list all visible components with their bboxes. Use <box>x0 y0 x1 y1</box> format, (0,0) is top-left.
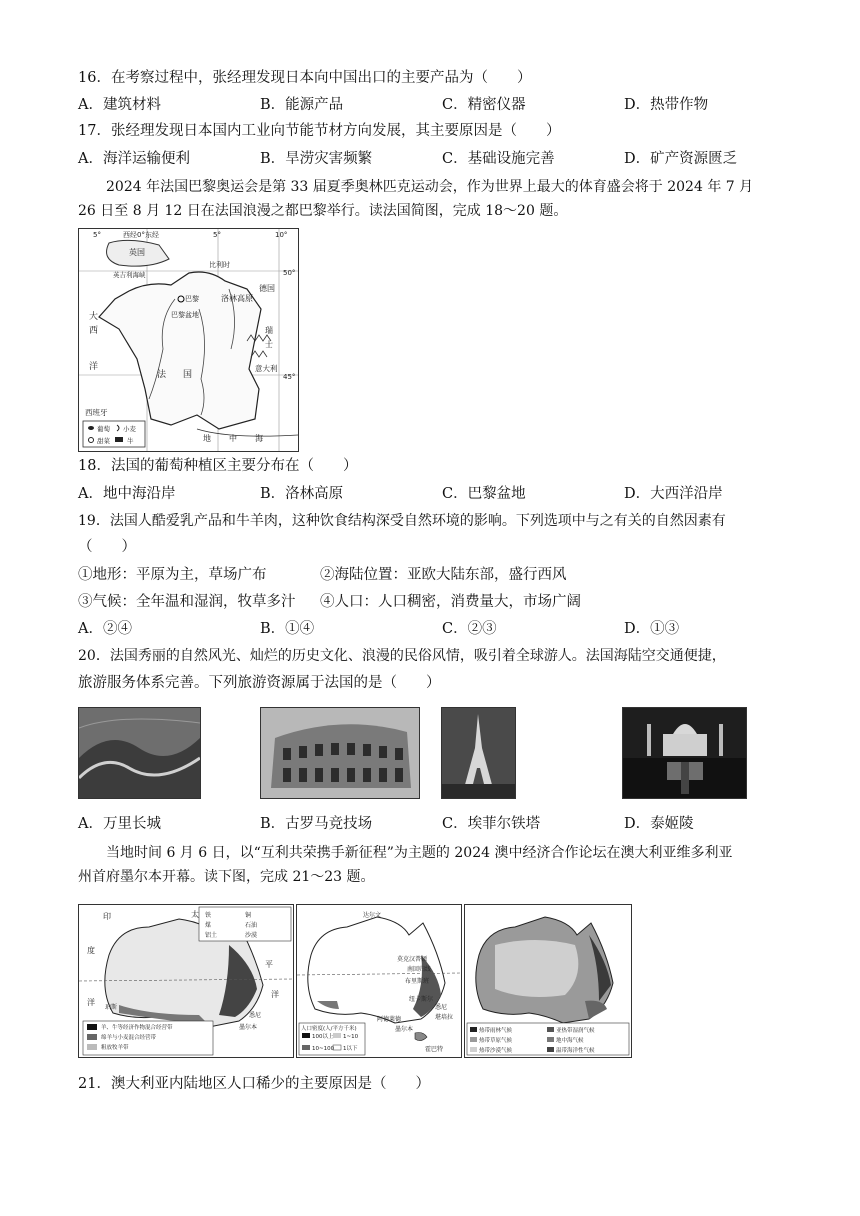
q19-option-c: C．②③ <box>442 621 497 637</box>
res-label-indian-3: 洋 <box>87 998 95 1007</box>
clim-legend-6: 温带海洋性气候 <box>556 1048 595 1054</box>
label-spain: 西班牙 <box>85 408 108 417</box>
legend-grape: 葡萄 <box>97 425 110 433</box>
label-swiss-1: 瑞 <box>265 326 273 335</box>
label-germany: 德国 <box>259 284 275 293</box>
label-med-1: 地 <box>203 434 211 443</box>
pop-label-canberra: 堪培拉 <box>435 1014 454 1021</box>
res-legend-copper: 铜 <box>245 912 252 919</box>
q17-stem: 17．张经理发现日本国内工业向节能节材方向发展，其主要原因是（ ） <box>78 123 561 139</box>
legend-cattle: 牛 <box>127 437 134 445</box>
clim-legend-3: 热带草原气候 <box>479 1038 513 1044</box>
res-label-melbourne: 墨尔本 <box>239 1024 258 1031</box>
q16-option-d: D．热带作物 <box>624 97 709 113</box>
label-atlantic-1: 大 <box>89 312 99 322</box>
pop-legend-2: 1~10 <box>343 1034 359 1040</box>
legend-beet: 甜菜 <box>97 437 110 445</box>
q16-stem: 16．在考察过程中，张经理发现日本向中国出口的主要产品为（ ） <box>78 70 532 86</box>
res-legend-coal: 煤 <box>205 922 212 929</box>
q19-stem-line1: 19．法国人酷爱乳产品和牛羊肉，这种饮食结构深受自然环境的影响。下列选项中与之有关的自然因素有 <box>78 513 726 529</box>
pop-label-brisbane: 布里斯班 <box>405 978 430 985</box>
label-belgium: 比利时 <box>209 261 230 269</box>
france-intro-line1: 2024 年法国巴黎奥运会是第 33 届夏季奥林匹克运动会，作为世界上最大的体育盛会将于 2024 年 7 月 <box>106 179 754 195</box>
q20-stem-line2: 旅游服务体系完善。下列旅游资源属于法国的是（ ） <box>78 675 441 691</box>
q20-option-a: A．万里长城 <box>78 816 161 832</box>
pop-label-sydney: 悉尼 <box>435 1004 448 1011</box>
australia-map-population <box>296 904 462 1058</box>
france-intro <box>78 175 778 223</box>
map-lon-label-1: 5° <box>93 231 101 239</box>
legend-wheat: 小麦 <box>123 425 136 433</box>
australia-intro-line1: 当地时间 6 月 6 日，以“互利共荣携手新征程”为主题的 2024 澳中经济合作论坛在澳大利亚维多利亚 <box>106 845 733 861</box>
q20-option-d: D．泰姬陵 <box>624 816 694 832</box>
pop-legend-3: 10~100 <box>312 1046 335 1052</box>
q19-statement-4: ④人口：人口稠密，消费量大，市场广阔 <box>320 594 581 610</box>
photo-taj-mahal <box>622 707 747 799</box>
q18-stem: 18．法国的葡萄种植区主要分布在（ ） <box>78 458 358 474</box>
q20-option-c: C．埃菲尔铁塔 <box>442 816 541 832</box>
res-belt-1: 羊、牛等经济作物混合经营带 <box>101 1025 173 1031</box>
label-channel: 英吉利海峡 <box>113 271 146 279</box>
label-atlantic-3: 洋 <box>89 362 99 372</box>
map-lon-label-3: 5° <box>213 231 221 239</box>
pop-label-tropic: 南回归线 <box>407 966 432 973</box>
pop-label-adelaide: 阿德莱德 <box>377 1016 402 1023</box>
q20-option-b: B．古罗马竞技场 <box>260 816 373 832</box>
map-lat-label-2: 45° <box>283 373 296 381</box>
res-legend-desert: 沙漠 <box>245 932 258 939</box>
res-label-sydney: 悉尼 <box>249 1012 262 1019</box>
res-label-indian-1: 印 <box>103 912 111 921</box>
photo-eiffel-tower <box>441 707 516 799</box>
res-legend-bauxite: 铝土 <box>205 932 218 939</box>
map-lon-label-4: 10° <box>275 231 288 239</box>
q17-option-c: C．基础设施完善 <box>442 151 555 167</box>
q19-option-a: A．②④ <box>78 621 132 637</box>
q18-option-c: C．巴黎盆地 <box>442 486 526 502</box>
australia-map-climate <box>464 904 632 1058</box>
photo-colosseum <box>260 707 420 799</box>
q16-option-b: B．能源产品 <box>260 97 344 113</box>
q18-option-d: D．大西洋沿岸 <box>624 486 723 502</box>
res-label-indian-2: 度 <box>87 946 95 955</box>
label-fr-2: 国 <box>183 370 193 380</box>
map-lon-label-2: 西经0°东经 <box>123 231 159 239</box>
france-map <box>78 228 299 452</box>
label-fr-1: 法 <box>157 370 167 380</box>
label-lorraine: 洛林高原 <box>221 294 253 303</box>
pop-legend-1: 100以上 <box>312 1034 334 1040</box>
pop-legend-4: 1以下 <box>343 1046 358 1052</box>
label-italy: 意大利 <box>255 364 278 373</box>
q20-stem-line1: 20．法国秀丽的自然风光、灿烂的历史文化、浪漫的民俗风情，吸引着全球游人。法国海陆空交通便捷， <box>78 648 726 664</box>
clim-legend-1: 热带雨林气候 <box>479 1028 513 1034</box>
clim-legend-4: 地中海气候 <box>556 1038 584 1044</box>
q17-option-a: A．海洋运输便利 <box>78 151 190 167</box>
q19-option-d: D．①③ <box>624 621 680 637</box>
label-swiss-2: 士 <box>265 340 273 349</box>
france-intro-line2: 26 日至 8 月 12 日在法国浪漫之都巴黎举行。读法国简图，完成 18～20 题。 <box>78 203 568 219</box>
australia-intro <box>78 841 778 889</box>
label-paris-basin: 巴黎盆地 <box>171 311 199 319</box>
q21-stem: 21．澳大利亚内陆地区人口稀少的主要原因是（ ） <box>78 1076 430 1092</box>
q19-statement-2: ②海陆位置：亚欧大陆东部，盛行西风 <box>320 567 567 583</box>
q16-option-a: A．建筑材料 <box>78 97 161 113</box>
q19-statement-1: ①地形：平原为主，草场广布 <box>78 567 267 583</box>
res-legend-iron: 铁 <box>205 912 212 919</box>
q19-statement-3: ③气候：全年温和湿润，牧草多汁 <box>78 594 296 610</box>
label-med-2: 中 <box>229 434 237 443</box>
q16-option-c: C．精密仪器 <box>442 97 526 113</box>
pop-legend-title: 人口密度(人/平方千米) <box>301 1026 357 1032</box>
res-legend-oil: 石油 <box>245 922 258 929</box>
q19-option-b: B．①④ <box>260 621 315 637</box>
pop-label-rockhampton: 莫克汉普顿 <box>397 956 428 963</box>
label-atlantic-2: 西 <box>89 326 99 336</box>
clim-legend-5: 热带沙漠气候 <box>479 1048 513 1054</box>
clim-legend-2: 亚热带湿润气候 <box>556 1028 595 1034</box>
pop-label-darwin: 达尔文 <box>363 912 382 919</box>
label-med-3: 海 <box>255 434 263 443</box>
q17-option-d: D．矿产资源匮乏 <box>624 151 738 167</box>
res-label-pacific-3: 洋 <box>271 990 279 999</box>
res-belt-2: 绵羊与小麦混合经营带 <box>101 1035 157 1041</box>
res-label-pacific-1: 太 <box>191 910 199 919</box>
map-lat-label-1: 50° <box>283 269 296 277</box>
pop-label-melbourne: 墨尔本 <box>395 1026 414 1033</box>
label-paris: 巴黎 <box>185 295 199 303</box>
res-label-perth: 珀斯 <box>105 1004 118 1011</box>
res-label-pacific-2: 平 <box>265 960 273 969</box>
q18-option-b: B．洛林高原 <box>260 486 344 502</box>
label-uk: 英国 <box>129 248 145 257</box>
pop-label-hobart: 霍巴特 <box>425 1046 444 1053</box>
australia-map-resources <box>78 904 294 1058</box>
pop-label-newcastle: 纽卡斯尔 <box>409 996 434 1003</box>
q19-stem-line2: （ ） <box>78 539 136 555</box>
q18-option-a: A．地中海沿岸 <box>78 486 176 502</box>
res-belt-3: 粗放牧羊带 <box>101 1045 129 1051</box>
q17-option-b: B．旱涝灾害频繁 <box>260 151 373 167</box>
photo-great-wall <box>78 707 201 799</box>
australia-intro-line2: 州首府墨尔本开幕。读下图，完成 21～23 题。 <box>78 869 375 885</box>
